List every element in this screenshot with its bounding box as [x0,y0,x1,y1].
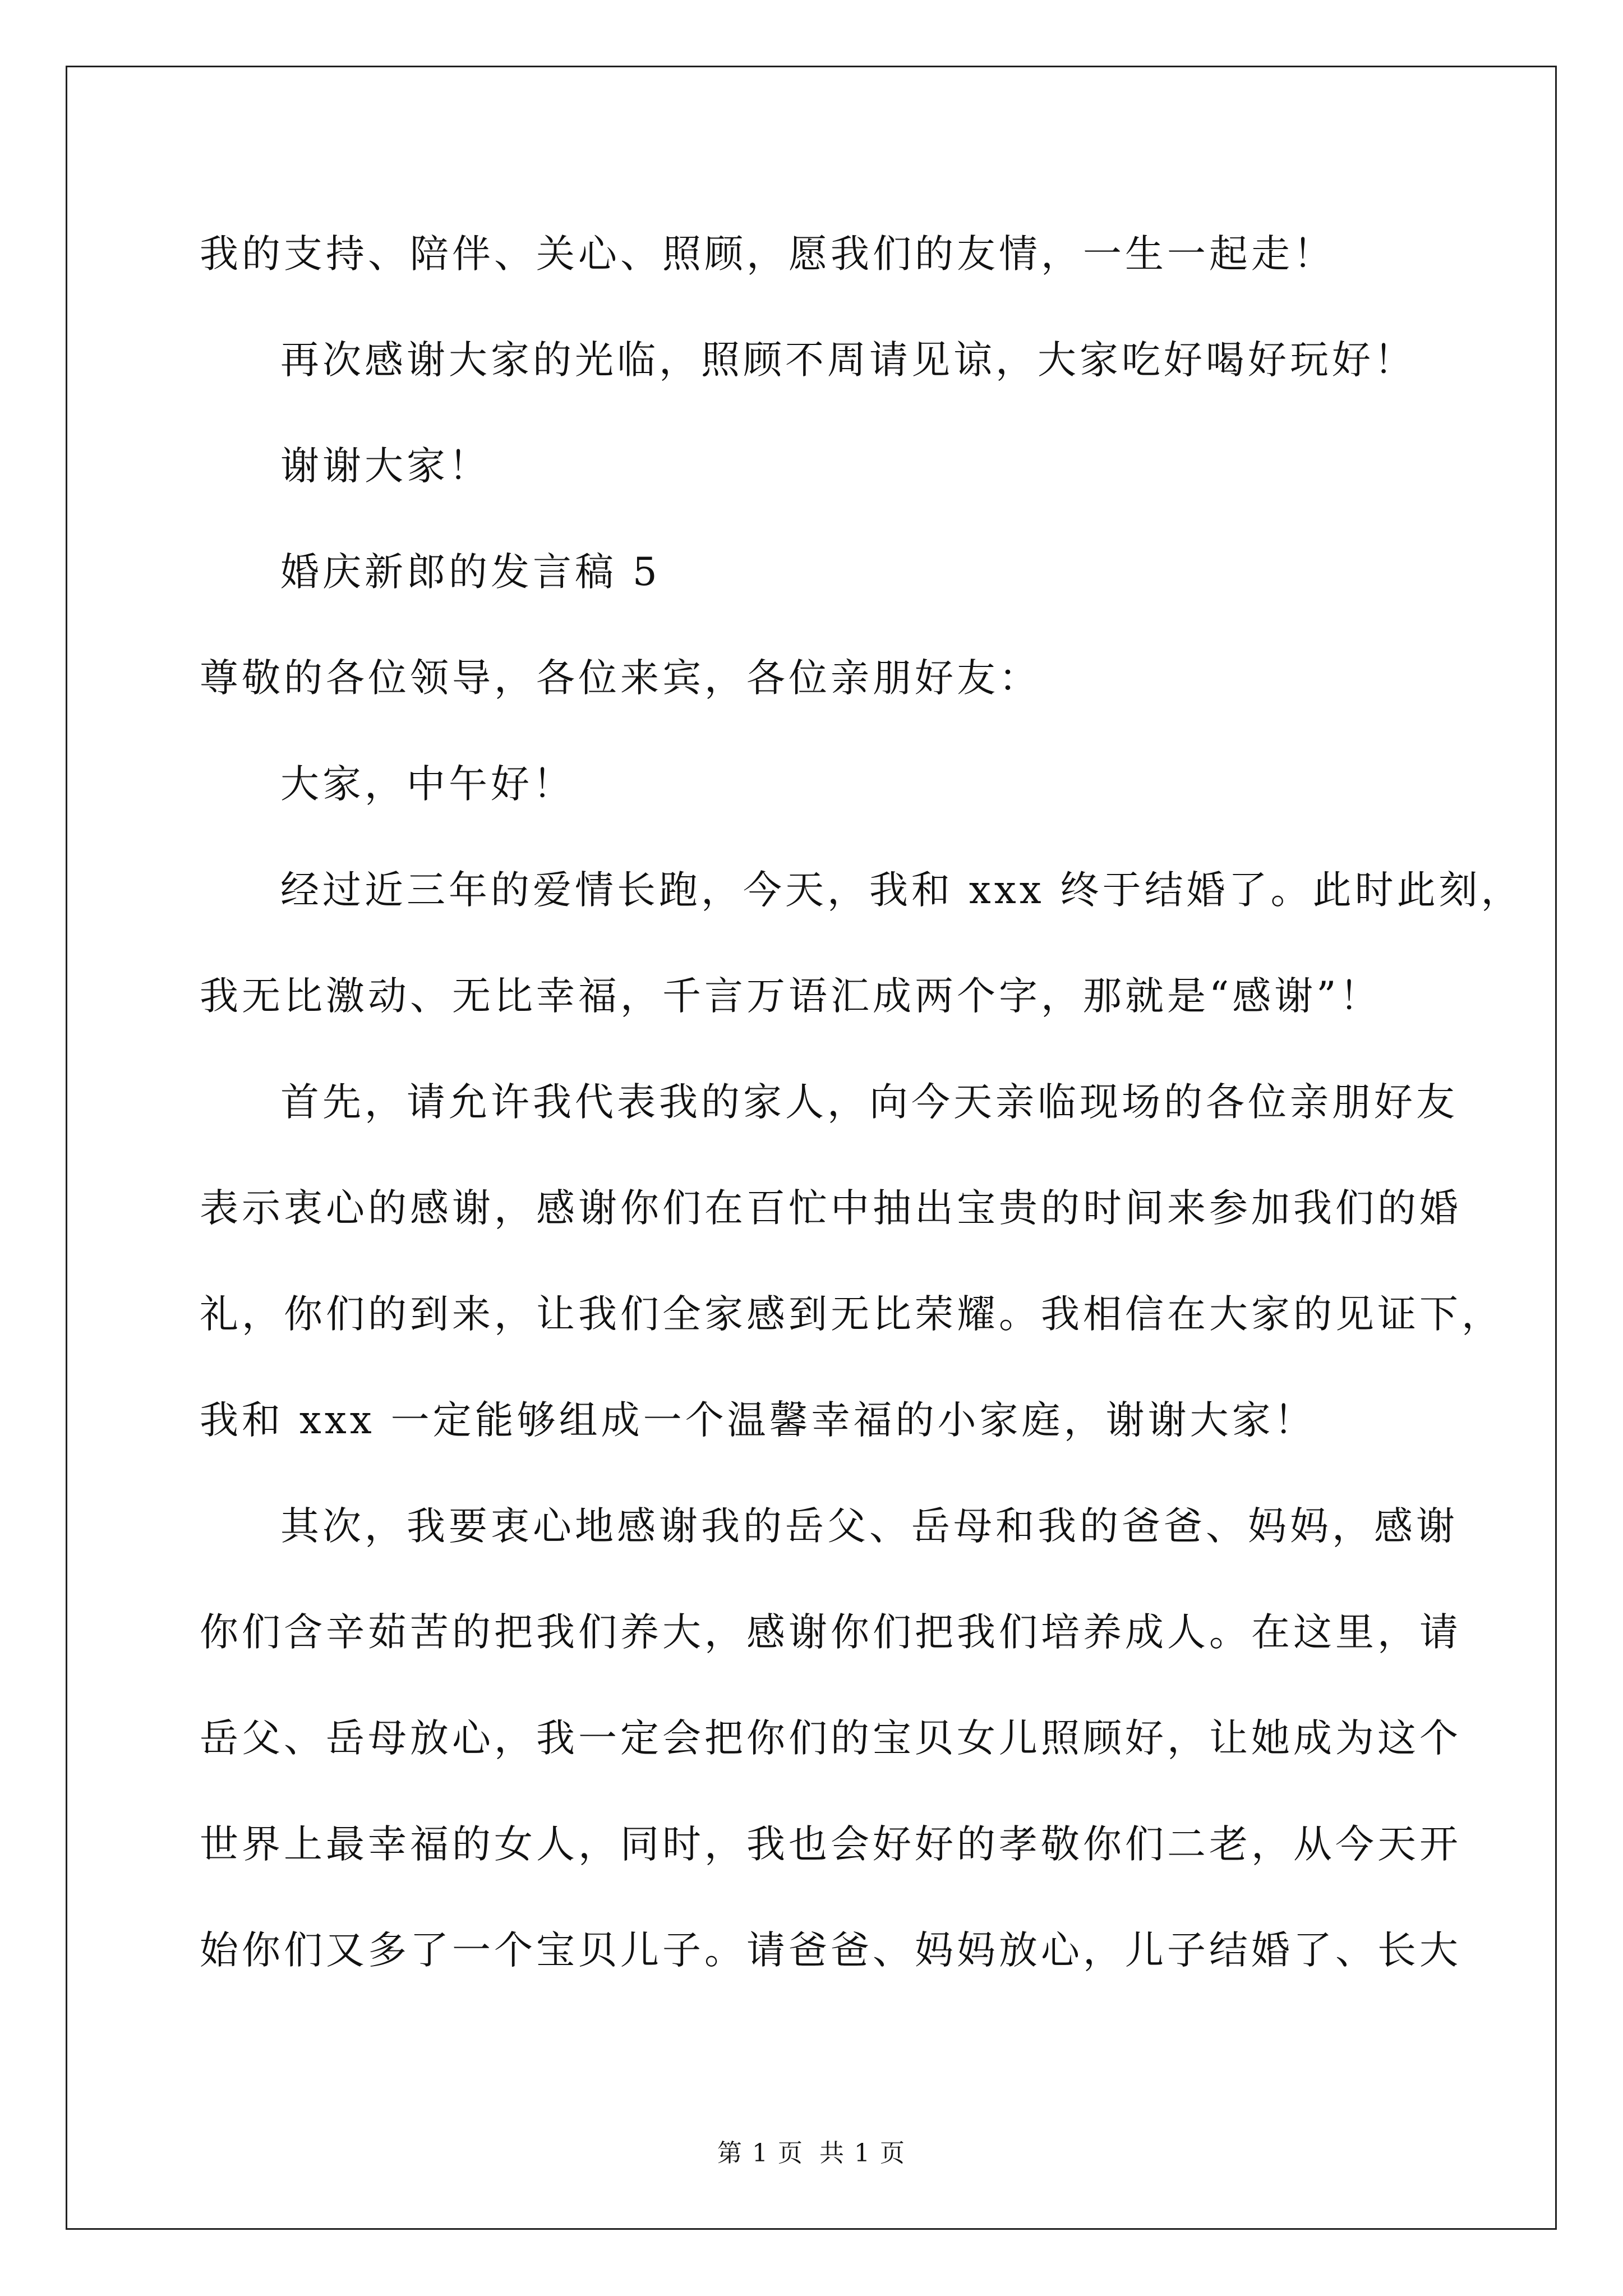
page-footer [0,2133,1623,2169]
text-line-3: 谢谢大家！ [280,444,491,489]
text-line-8: 我无比激动、无比幸福，千言万语汇成两个字，那就是“感谢”！ [200,974,1382,1019]
salutation: 尊敬的各位领导，各位来宾，各位亲朋好友： [200,656,1041,701]
greeting: 大家，中午好！ [280,762,575,807]
page-border [66,66,1557,2230]
text-line-14: 你们含辛茹苦的把我们养大，感谢你们把我们培养成人。在这里，请 [200,1610,1461,1655]
page-total: 共 1 页 [819,2139,906,2168]
page-number: 第 1 页 [717,2139,804,2168]
text-line-13: 其次，我要衷心地感谢我的岳父、岳母和我的爸爸、妈妈，感谢 [280,1504,1458,1549]
section-heading: 婚庆新郎的发言稿 5 [280,550,661,595]
text-line-9: 首先，请允许我代表我的家人，向今天亲临现场的各位亲朋好友 [280,1080,1458,1125]
text-line-2: 再次感谢大家的光临，照顾不周请见谅，大家吃好喝好玩好！ [280,338,1416,383]
text-line-17: 始你们又多了一个宝贝儿子。请爸爸、妈妈放心，儿子结婚了、长大 [200,1928,1461,1973]
text-line-11: 礼，你们的到来，让我们全家感到无比荣耀。我相信在大家的见证下， [200,1292,1504,1337]
text-line-10: 表示衷心的感谢，感谢你们在百忙中抽出宝贵的时间来参加我们的婚 [200,1186,1461,1231]
text-line-16: 世界上最幸福的女人，同时，我也会好好的孝敬你们二老，从今天开 [200,1822,1461,1867]
text-line-12: 我和 xxx 一定能够组成一个温馨幸福的小家庭，谢谢大家！ [200,1398,1316,1443]
text-line-15: 岳父、岳母放心，我一定会把你们的宝贝女儿照顾好，让她成为这个 [200,1716,1461,1761]
text-line-1: 我的支持、陪伴、关心、照顾，愿我们的友情，一生一起走！ [200,232,1335,277]
text-line-7: 经过近三年的爱情长跑，今天，我和 xxx 终于结婚了。此时此刻， [280,868,1523,913]
